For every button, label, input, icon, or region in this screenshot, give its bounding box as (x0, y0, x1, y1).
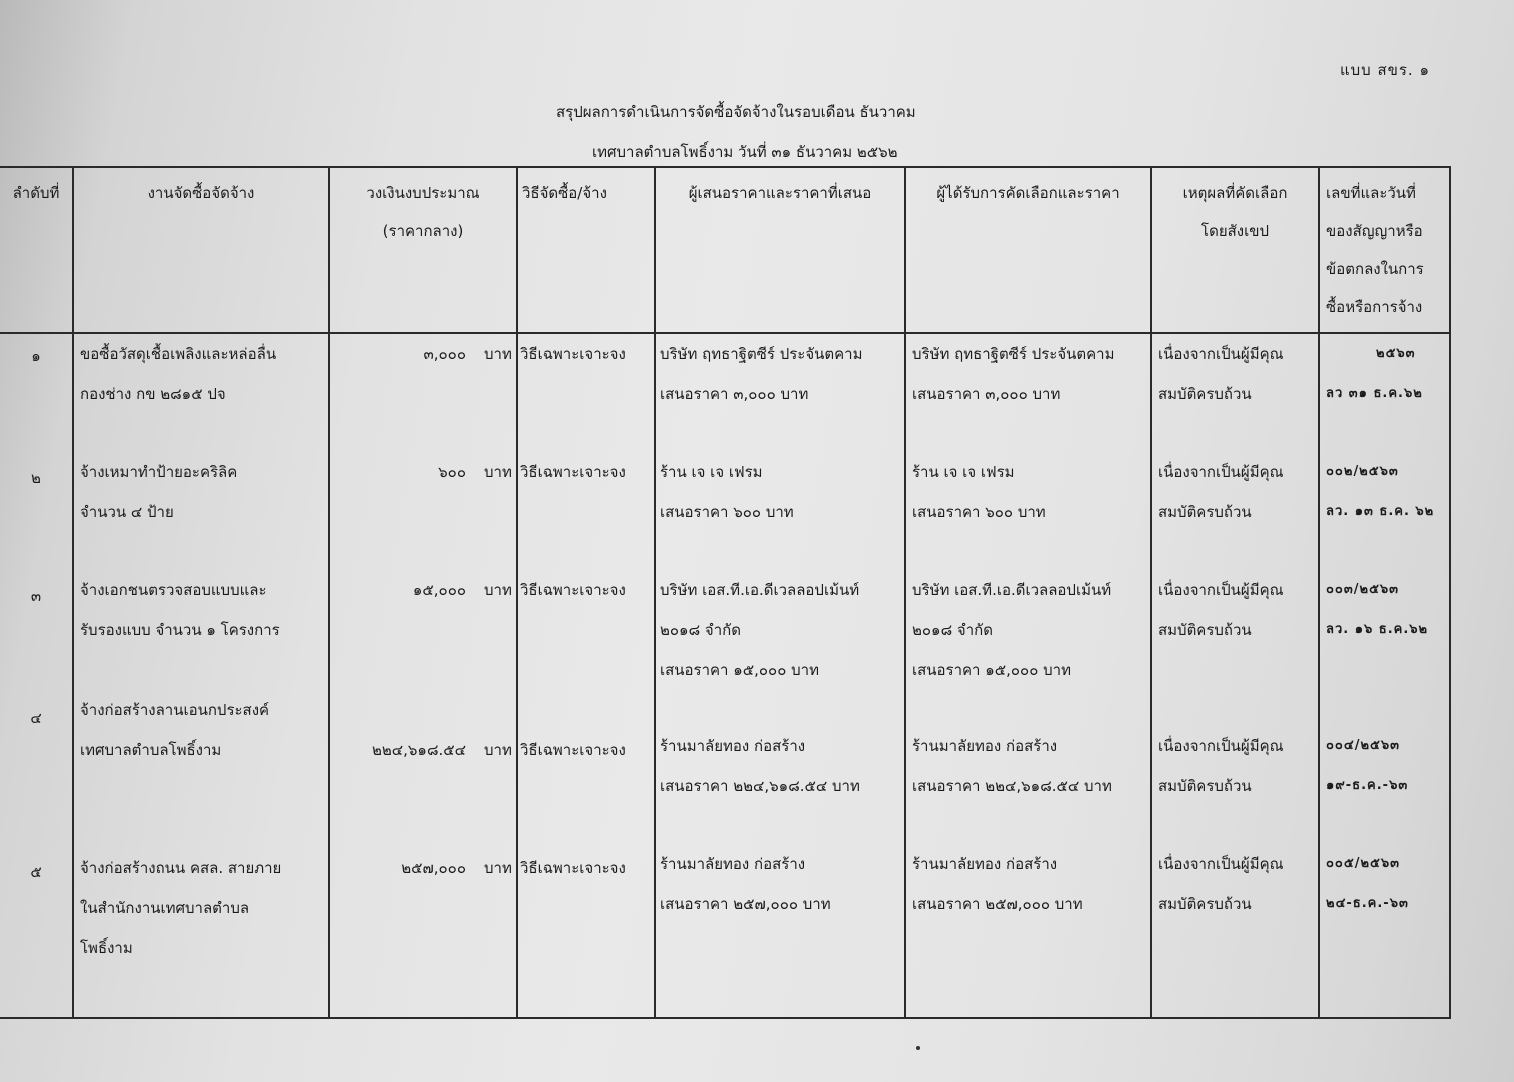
row-5-method: วิธีเฉพาะเจาะจง (520, 859, 626, 877)
row-4-winner: ร้านมาลัยทอง ก่อสร้าง (912, 737, 1058, 755)
row-3-winner: เสนอราคา ๑๕,๐๐๐ บาท (912, 661, 1071, 679)
row-1-winner: เสนอราคา ๓,๐๐๐ บาท (912, 385, 1061, 403)
row-5-contract: ๒๔-ธ.ค.-๖๓ (1326, 896, 1409, 911)
table-rule (1150, 168, 1152, 1017)
row-1-bidder: เสนอราคา ๓,๐๐๐ บาท (660, 385, 809, 403)
row-2-winner: ร้าน เจ เจ เฟรม (912, 463, 1015, 481)
row-5-winner: ร้านมาลัยทอง ก่อสร้าง (912, 855, 1058, 873)
header-contract-sub: ข้อตกลงในการ (1326, 260, 1424, 278)
row-2-unit: บาท (484, 463, 512, 481)
table-rule (654, 168, 656, 1017)
row-3-bidder: ๒๐๑๘ จำกัด (660, 621, 741, 639)
table-rule (1318, 168, 1320, 1017)
row-1-contract: ๒๕๖๓ (1376, 346, 1416, 361)
row-2-no: ๒ (31, 469, 41, 487)
header-contract-sub: ของสัญญาหรือ (1326, 222, 1423, 240)
row-1-reason: เนื่องจากเป็นผู้มีคุณ (1158, 345, 1284, 363)
row-5-winner: เสนอราคา ๒๕๗,๐๐๐ บาท (912, 895, 1083, 913)
row-5-bidder: ร้านมาลัยทอง ก่อสร้าง (660, 855, 806, 873)
row-1-no: ๑ (31, 347, 41, 365)
row-5-item: จ้างก่อสร้างถนน คสล. สายภาย (80, 859, 282, 877)
row-5-budget: ๒๕๗,๐๐๐ (401, 859, 466, 877)
row-1-contract: ลว ๓๑ ธ.ค.๖๒ (1326, 386, 1423, 401)
row-2-budget: ๖๐๐ (438, 463, 466, 481)
row-4-bidder: เสนอราคา ๒๒๔,๖๑๘.๕๔ บาท (660, 777, 860, 795)
table-rule (516, 168, 518, 1017)
row-4-item: จ้างก่อสร้างลานเอนกประสงค์ (80, 701, 270, 719)
header-reason-sub: โดยสังเขป (1201, 222, 1269, 240)
row-3-winner: ๒๐๑๘ จำกัด (912, 621, 993, 639)
header-method: วิธีจัดซื้อ/จ้าง (522, 184, 607, 202)
page-subtitle: เทศบาลตำบลโพธิ์งาม วันที่ ๓๑ ธันวาคม ๒๕๖๒ (592, 143, 898, 161)
header-budget-sub: (ราคากลาง) (382, 222, 464, 240)
table-rule (72, 168, 74, 1017)
row-2-contract: ลว. ๑๓ ธ.ค. ๖๒ (1326, 504, 1435, 519)
row-2-reason: สมบัติครบถ้วน (1158, 503, 1252, 521)
row-3-contract: ลว. ๑๖ ธ.ค.๖๒ (1326, 622, 1429, 637)
row-1-item: กองช่าง กข ๒๘๑๕ ปจ (80, 385, 226, 403)
row-4-bidder: ร้านมาลัยทอง ก่อสร้าง (660, 737, 806, 755)
row-4-winner: เสนอราคา ๒๒๔,๖๑๘.๕๔ บาท (912, 777, 1112, 795)
row-5-unit: บาท (484, 859, 512, 877)
row-3-bidder: บริษัท เอส.ที.เอ.ดีเวลลอปเม้นท์ (660, 581, 860, 599)
row-5-no: ๕ (30, 863, 42, 881)
row-1-unit: บาท (484, 345, 512, 363)
row-3-no: ๓ (30, 587, 42, 605)
row-3-contract: ๐๐๓/๒๕๖๓ (1326, 582, 1400, 597)
row-3-item: จ้างเอกชนตรวจสอบแบบและ (80, 581, 267, 599)
header-contract: เลขที่และวันที่ (1326, 184, 1416, 202)
row-5-item: ในสำนักงานเทศบาลตำบล (80, 899, 250, 917)
row-4-contract: ๐๐๔/๒๕๖๓ (1326, 738, 1401, 753)
row-2-contract: ๐๐๒/๒๕๖๓ (1326, 464, 1399, 479)
table-rule (904, 168, 906, 1017)
row-5-item: โพธิ์งาม (80, 939, 133, 957)
row-3-reason: สมบัติครบถ้วน (1158, 621, 1252, 639)
header-bidder: ผู้เสนอราคาและราคาที่เสนอ (688, 184, 872, 202)
header-contract-sub: ซื้อหรือการจ้าง (1326, 298, 1423, 316)
row-1-bidder: บริษัท ฤทธาฐิตซีร์ ประจันตคาม (660, 345, 863, 363)
row-3-reason: เนื่องจากเป็นผู้มีคุณ (1158, 581, 1284, 599)
row-2-reason: เนื่องจากเป็นผู้มีคุณ (1158, 463, 1284, 481)
row-1-item: ขอซื้อวัสดุเชื้อเพลิงและหล่อลื่น (80, 345, 277, 363)
row-2-item: จำนวน ๔ ป้าย (80, 503, 174, 521)
row-4-reason: สมบัติครบถ้วน (1158, 777, 1252, 795)
form-code: แบบ สขร. ๑ (1339, 61, 1430, 79)
row-4-no: ๔ (30, 709, 42, 727)
row-5-contract: ๐๐๕/๒๕๖๓ (1326, 856, 1401, 871)
row-2-item: จ้างเหมาทำป้ายอะคริลิค (80, 463, 238, 481)
header-budget: วงเงินงบประมาณ (366, 184, 480, 202)
row-3-item: รับรองแบบ จำนวน ๑ โครงการ (80, 621, 280, 639)
row-2-bidder: เสนอราคา ๖๐๐ บาท (660, 503, 794, 521)
header-reason: เหตุผลที่คัดเลือก (1182, 184, 1288, 202)
row-4-reason: เนื่องจากเป็นผู้มีคุณ (1158, 737, 1284, 755)
row-2-method: วิธีเฉพาะเจาะจง (520, 463, 626, 481)
row-4-method: วิธีเฉพาะเจาะจง (520, 741, 626, 759)
row-4-contract: ๑๙-ธ.ค.-๖๓ (1326, 778, 1409, 793)
row-3-method: วิธีเฉพาะเจาะจง (520, 581, 626, 599)
procurement-table (0, 166, 1451, 1019)
row-2-bidder: ร้าน เจ เจ เฟรม (660, 463, 763, 481)
row-4-item: เทศบาลตำบลโพธิ์งาม (80, 741, 222, 759)
header-item: งานจัดซื้อจัดจ้าง (147, 184, 255, 202)
row-1-reason: สมบัติครบถ้วน (1158, 385, 1252, 403)
paper-speck (916, 1046, 920, 1050)
row-5-reason: สมบัติครบถ้วน (1158, 895, 1252, 913)
row-3-budget: ๑๕,๐๐๐ (412, 581, 466, 599)
row-3-winner: บริษัท เอส.ที.เอ.ดีเวลลอปเม้นท์ (912, 581, 1112, 599)
header-no: ลำดับที่ (12, 184, 60, 202)
row-5-reason: เนื่องจากเป็นผู้มีคุณ (1158, 855, 1284, 873)
page-title: สรุปผลการดำเนินการจัดซื้อจัดจ้างในรอบเดือน ธันวาคม (556, 103, 916, 121)
row-4-budget: ๒๒๔,๖๑๘.๕๔ (372, 741, 466, 759)
row-3-bidder: เสนอราคา ๑๕,๐๐๐ บาท (660, 661, 819, 679)
row-1-winner: บริษัท ฤทธาฐิตซีร์ ประจันตคาม (912, 345, 1115, 363)
row-5-bidder: เสนอราคา ๒๕๗,๐๐๐ บาท (660, 895, 831, 913)
row-2-winner: เสนอราคา ๖๐๐ บาท (912, 503, 1046, 521)
row-1-method: วิธีเฉพาะเจาะจง (520, 345, 626, 363)
row-4-unit: บาท (484, 741, 512, 759)
row-3-unit: บาท (484, 581, 512, 599)
row-1-budget: ๓,๐๐๐ (423, 345, 466, 363)
header-winner: ผู้ได้รับการคัดเลือกและราคา (936, 184, 1120, 202)
